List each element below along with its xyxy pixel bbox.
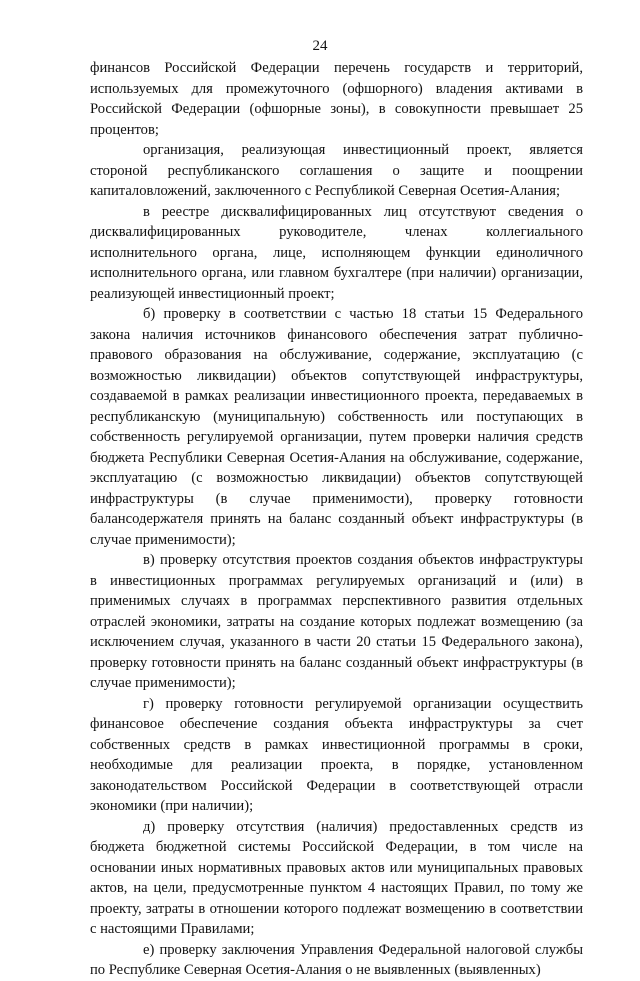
paragraph-continuation: финансов Российской Федерации перечень государств и территорий, используемых для промежуточного (офшорного) владения активами в Российской Федерации (офшорные зоны), в совокупности превышает 25 процентов; <box>90 60 583 138</box>
paragraph-item-d: д) проверку отсутствия (наличия) предоставленных средств из бюджета бюджетной системы Российской Федерации, в том числе на основании иных нормативных правовых актов или муниципальных правовых актов, на цели, предусмотренные пунктом 4 настоящих Правил, по тому же проекту, затраты в отношении которого подлежат возмещению в соответствии с настоящими Правилами; <box>90 818 583 937</box>
paragraph-organization-party: организация, реализующая инвестиционный проект, является стороной республиканского соглашения о защите и поощрении капиталовложений, заключенного с Республикой Северная Осетия-Алания; <box>90 142 583 199</box>
paragraph-disqualified-registry: в реестре дисквалифицированных лиц отсутствуют сведения о дисквалифицированных руководителе, членах коллегиального исполнительного органа, лице, исполняющем функции единоличного исполнительного органа, или главном бухгалтере (при наличии) организации, реализующей инвестиционный проект; <box>90 203 583 302</box>
document-body <box>90 58 583 981</box>
paragraph-item-g: г) проверку готовности регулируемой организации осуществить финансовое обеспечение создания объекта инфраструктуры за счет собственных средств в рамках инвестиционной программы в сроки, необходимые для реализации проекта, в порядке, установленном законодательством Российской Федерации в соответствующей отрасли экономики (при наличии); <box>90 695 583 814</box>
paragraph-item-v: в) проверку отсутствия проектов создания объектов инфраструктуры в инвестиционных программах регулируемых организаций и (или) в применимых случаях в программах перспективного развития отдельных отраслей экономики, затраты на создание которых подлежат возмещению (за исключением случая, указанного в части 20 статьи 15 Федерального закона), проверку готовности принять на баланс созданный объект инфраструктуры (в случае применимости); <box>90 552 583 691</box>
paragraph-item-e: е) проверку заключения Управления Федеральной налоговой службы по Республике Северная Осетия-Алания о не выявленных (выявленных) <box>90 941 583 978</box>
paragraph-item-b: б) проверку в соответствии с частью 18 статьи 15 Федерального закона наличия источников финансового обеспечения затрат публично-правового образования на обслуживание, содержание, эксплуатацию (с возможностью ликвидации) объектов сопутствующей инфраструктуры, создаваемой в рамках реализации инвестиционного проекта, передаваемых в республиканскую (муниципальную) собственность или поступающих в собственность регулируемой организации, путем проверки наличия средств бюджета Республики Северная Осетия-Алания на обслуживание, содержание, эксплуатацию (с возможностью ликвидации) объектов сопутствующей инфраструктуры (в случае применимости), проверку готовности балансодержателя принять на баланс созданный объект инфраструктуры (в случае применимости); <box>90 306 583 548</box>
page-number: 24 <box>312 38 328 54</box>
